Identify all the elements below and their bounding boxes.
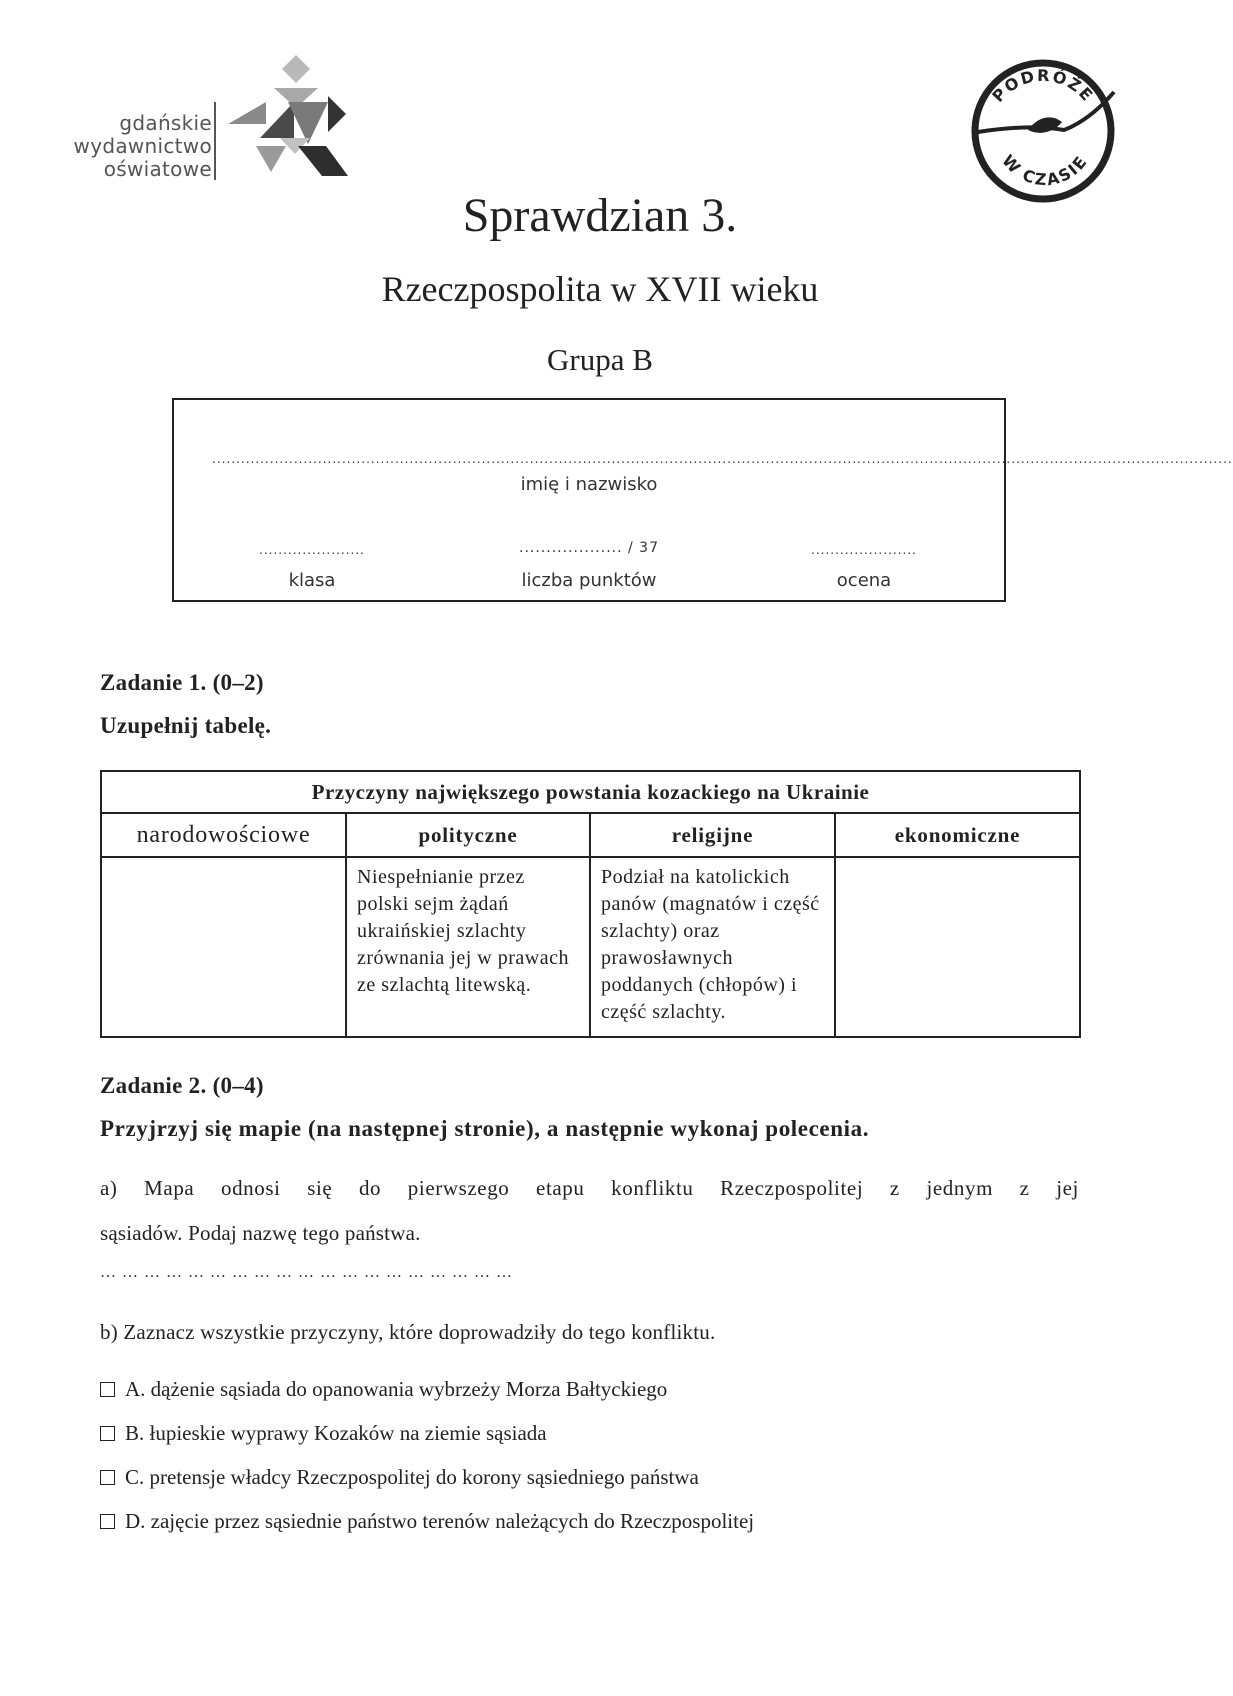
grade-label: ocena (836, 570, 892, 591)
points-field[interactable]: ................... / 37 (519, 540, 659, 556)
task1-heading: Zadanie 1. (0–2) (100, 670, 264, 695)
publisher-name-line: wydawnictwo (73, 134, 212, 158)
publisher-name-line: gdańskie (119, 111, 212, 135)
publisher-name (62, 112, 212, 181)
option-b-label: B. łupieskie wyprawy Kozaków na ziemie sąsiada (125, 1421, 547, 1445)
column-header: polityczne (346, 813, 590, 857)
task2-heading: Zadanie 2. (0–4) (100, 1073, 264, 1098)
test-group: Grupa B (547, 342, 653, 377)
page-subtitle: Rzeczpospolita w XVII wieku (381, 269, 819, 309)
column-header: religijne (590, 813, 835, 857)
option-d-checkbox[interactable] (100, 1514, 115, 1529)
option-d-label: D. zajęcie przez sąsiednie państwo terenów należących do Rzeczpospolitej (125, 1509, 755, 1533)
column-header: narodowościowe (101, 813, 346, 857)
page-title: Sprawdzian 3. (462, 189, 738, 242)
series-stamp (968, 56, 1118, 206)
points-label: liczba punktów (521, 570, 657, 591)
option-a[interactable] (100, 1377, 667, 1402)
table-cell: Podział na katolickich panów (magnatów i część szlachty) oraz prawosławnych poddanych (chłopów) i część szlachty. (590, 857, 835, 1037)
option-c[interactable] (100, 1465, 699, 1490)
option-c-label: C. pretensje władcy Rzeczpospolitej do korony sąsiedniego państwa (125, 1465, 699, 1489)
stamp-top-text: PODRÓŻE (988, 65, 1098, 106)
grade-field[interactable]: ...................... (811, 543, 917, 557)
column-header: ekonomiczne (835, 813, 1080, 857)
publisher-name-line: oświatowe (103, 157, 212, 181)
student-info-box (172, 398, 1233, 602)
option-b[interactable] (100, 1421, 547, 1446)
task1-instruction: Uzupełnij tabelę. (100, 713, 272, 738)
name-label: imię i nazwisko (520, 474, 658, 495)
task2b-text: b) Zaznacz wszystkie przyczyny, które doprowadziły do tego konfliktu. (100, 1320, 716, 1344)
logo-divider (214, 102, 216, 180)
option-a-checkbox[interactable] (100, 1382, 115, 1397)
task2a-text: a) Mapa odnosi się do pierwszego etapu konfliktu Rzeczpospolitej z jednym z jej (100, 1176, 1079, 1200)
class-field[interactable]: ...................... (259, 543, 365, 557)
option-a-label: A. dążenie sąsiada do opanowania wybrzeży Morza Bałtyckiego (125, 1377, 668, 1401)
task2-instruction: Przyjrzyj się mapie (na następnej stronie), a następnie wykonaj polecenia. (100, 1116, 870, 1141)
table-answer-cell[interactable] (101, 857, 346, 1037)
option-b-checkbox[interactable] (100, 1426, 115, 1441)
option-c-checkbox[interactable] (100, 1470, 115, 1485)
publisher-logo (30, 50, 330, 190)
task2a-text-continued: sąsiadów. Podaj nazwę tego państwa. (100, 1221, 421, 1245)
name-field[interactable]: .................................................................................................................................................................................................................... (212, 452, 1233, 466)
table-cell: Niespełnianie przez polski sejm żądań ukraińskiej szlachty zrównania jej w prawach ze szlachtą litewską. (346, 857, 590, 1037)
tangram-figure-icon (226, 50, 356, 190)
task2a-answer-field[interactable]: … … … … … … … … … … … … … … … … … … … (100, 1264, 513, 1281)
stamp-bottom-text: W CZASIE (998, 150, 1092, 190)
table-answer-cell[interactable] (835, 857, 1080, 1037)
causes-table (100, 770, 1081, 1038)
class-label: klasa (288, 570, 336, 591)
table-caption: Przyczyny największego powstania kozackiego na Ukrainie (101, 771, 1080, 813)
option-d[interactable] (100, 1509, 754, 1534)
